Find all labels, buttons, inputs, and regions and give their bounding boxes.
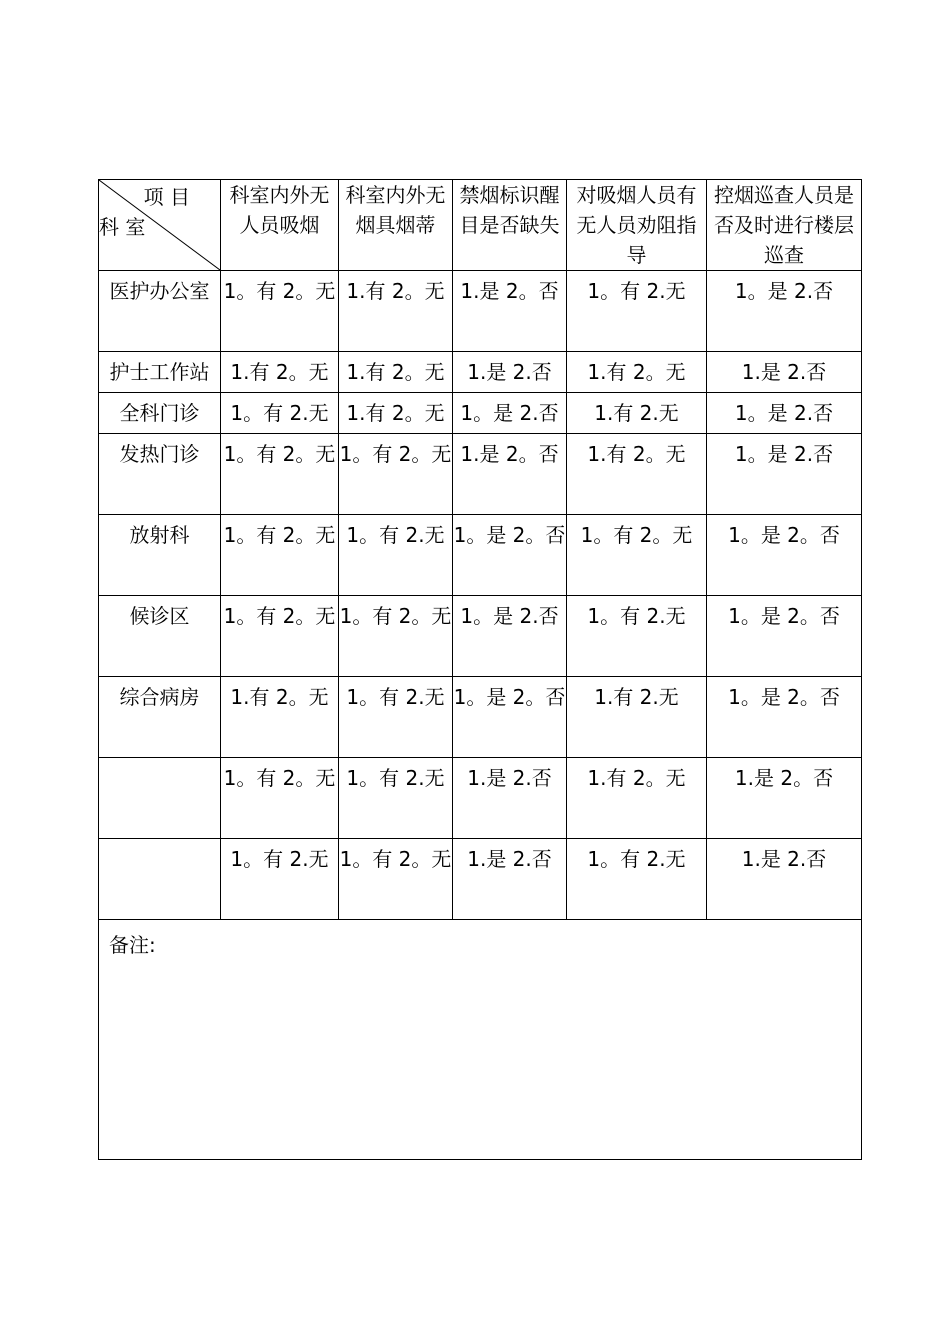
option-cell: 1。是 2。否	[453, 515, 567, 596]
column-header: 对吸烟人员有无人员劝阻指导	[567, 180, 707, 271]
option-cell: 1.有 2。无	[221, 677, 339, 758]
option-cell: 1。有 2。无	[339, 839, 453, 920]
option-cell: 1。有 2。无	[339, 596, 453, 677]
option-cell: 1。有 2.无	[221, 393, 339, 434]
dept-cell: 发热门诊	[99, 434, 221, 515]
option-cell: 1.是 2.否	[453, 758, 567, 839]
table-row	[99, 434, 862, 515]
table-row	[99, 596, 862, 677]
column-header: 科室内外无烟具烟蒂	[339, 180, 453, 271]
table-row	[99, 515, 862, 596]
option-cell: 1.有 2.无	[567, 393, 707, 434]
dept-cell	[99, 758, 221, 839]
table-row	[99, 758, 862, 839]
table-row	[99, 839, 862, 920]
option-cell: 1。是 2.否	[707, 393, 862, 434]
option-cell: 1。有 2。无	[567, 515, 707, 596]
option-cell: 1.有 2。无	[567, 758, 707, 839]
dept-cell: 医护办公室	[99, 271, 221, 352]
corner-header-cell	[99, 180, 221, 271]
option-cell: 1.有 2。无	[339, 393, 453, 434]
option-cell: 1.有 2。无	[339, 352, 453, 393]
option-cell: 1.是 2。否	[707, 758, 862, 839]
option-cell: 1。是 2。否	[707, 596, 862, 677]
option-cell: 1。有 2。无	[221, 596, 339, 677]
column-header: 控烟巡查人员是否及时进行楼层巡查	[707, 180, 862, 271]
corner-dept-label: 科 室	[99, 215, 146, 239]
smoking-inspection-table	[98, 179, 862, 1160]
option-cell: 1.是 2.否	[453, 839, 567, 920]
table-row	[99, 677, 862, 758]
dept-cell: 候诊区	[99, 596, 221, 677]
option-cell: 1。有 2.无	[339, 677, 453, 758]
option-cell: 1。是 2。否	[453, 677, 567, 758]
option-cell: 1。有 2.无	[221, 839, 339, 920]
option-cell: 1。是 2.否	[453, 596, 567, 677]
option-cell: 1.有 2。无	[567, 434, 707, 515]
option-cell: 1。有 2.无	[339, 515, 453, 596]
option-cell: 1.是 2。否	[453, 271, 567, 352]
option-cell: 1.有 2.无	[567, 677, 707, 758]
remarks-cell	[99, 920, 862, 1160]
option-cell: 1.是 2.否	[707, 839, 862, 920]
column-header: 科室内外无人员吸烟	[221, 180, 339, 271]
table-row	[99, 393, 862, 434]
table-row	[99, 352, 862, 393]
option-cell: 1.有 2。无	[339, 271, 453, 352]
header-row	[99, 180, 862, 271]
option-cell: 1。有 2。无	[221, 758, 339, 839]
option-cell: 1.有 2。无	[221, 352, 339, 393]
option-cell: 1。有 2。无	[339, 434, 453, 515]
option-cell: 1.有 2。无	[567, 352, 707, 393]
option-cell: 1。是 2。否	[707, 677, 862, 758]
dept-cell: 综合病房	[99, 677, 221, 758]
option-cell: 1。是 2.否	[453, 393, 567, 434]
option-cell: 1。有 2.无	[339, 758, 453, 839]
option-cell: 1。是 2.否	[707, 434, 862, 515]
option-cell: 1。是 2。否	[707, 515, 862, 596]
option-cell: 1。有 2。无	[221, 434, 339, 515]
dept-cell: 护士工作站	[99, 352, 221, 393]
corner-item-label: 项 目	[143, 185, 190, 209]
option-cell: 1。有 2.无	[567, 839, 707, 920]
dept-cell	[99, 839, 221, 920]
option-cell: 1.是 2.否	[453, 352, 567, 393]
column-header: 禁烟标识醒目是否缺失	[453, 180, 567, 271]
option-cell: 1.是 2。否	[453, 434, 567, 515]
dept-cell: 放射科	[99, 515, 221, 596]
option-cell: 1。有 2。无	[221, 515, 339, 596]
option-cell: 1。有 2.无	[567, 271, 707, 352]
remarks-label: 备注:	[109, 933, 156, 957]
option-cell: 1.是 2.否	[707, 352, 862, 393]
option-cell: 1。是 2.否	[707, 271, 862, 352]
table-row	[99, 271, 862, 352]
dept-cell: 全科门诊	[99, 393, 221, 434]
option-cell: 1。有 2。无	[221, 271, 339, 352]
remarks-row	[99, 920, 862, 1160]
option-cell: 1。有 2.无	[567, 596, 707, 677]
